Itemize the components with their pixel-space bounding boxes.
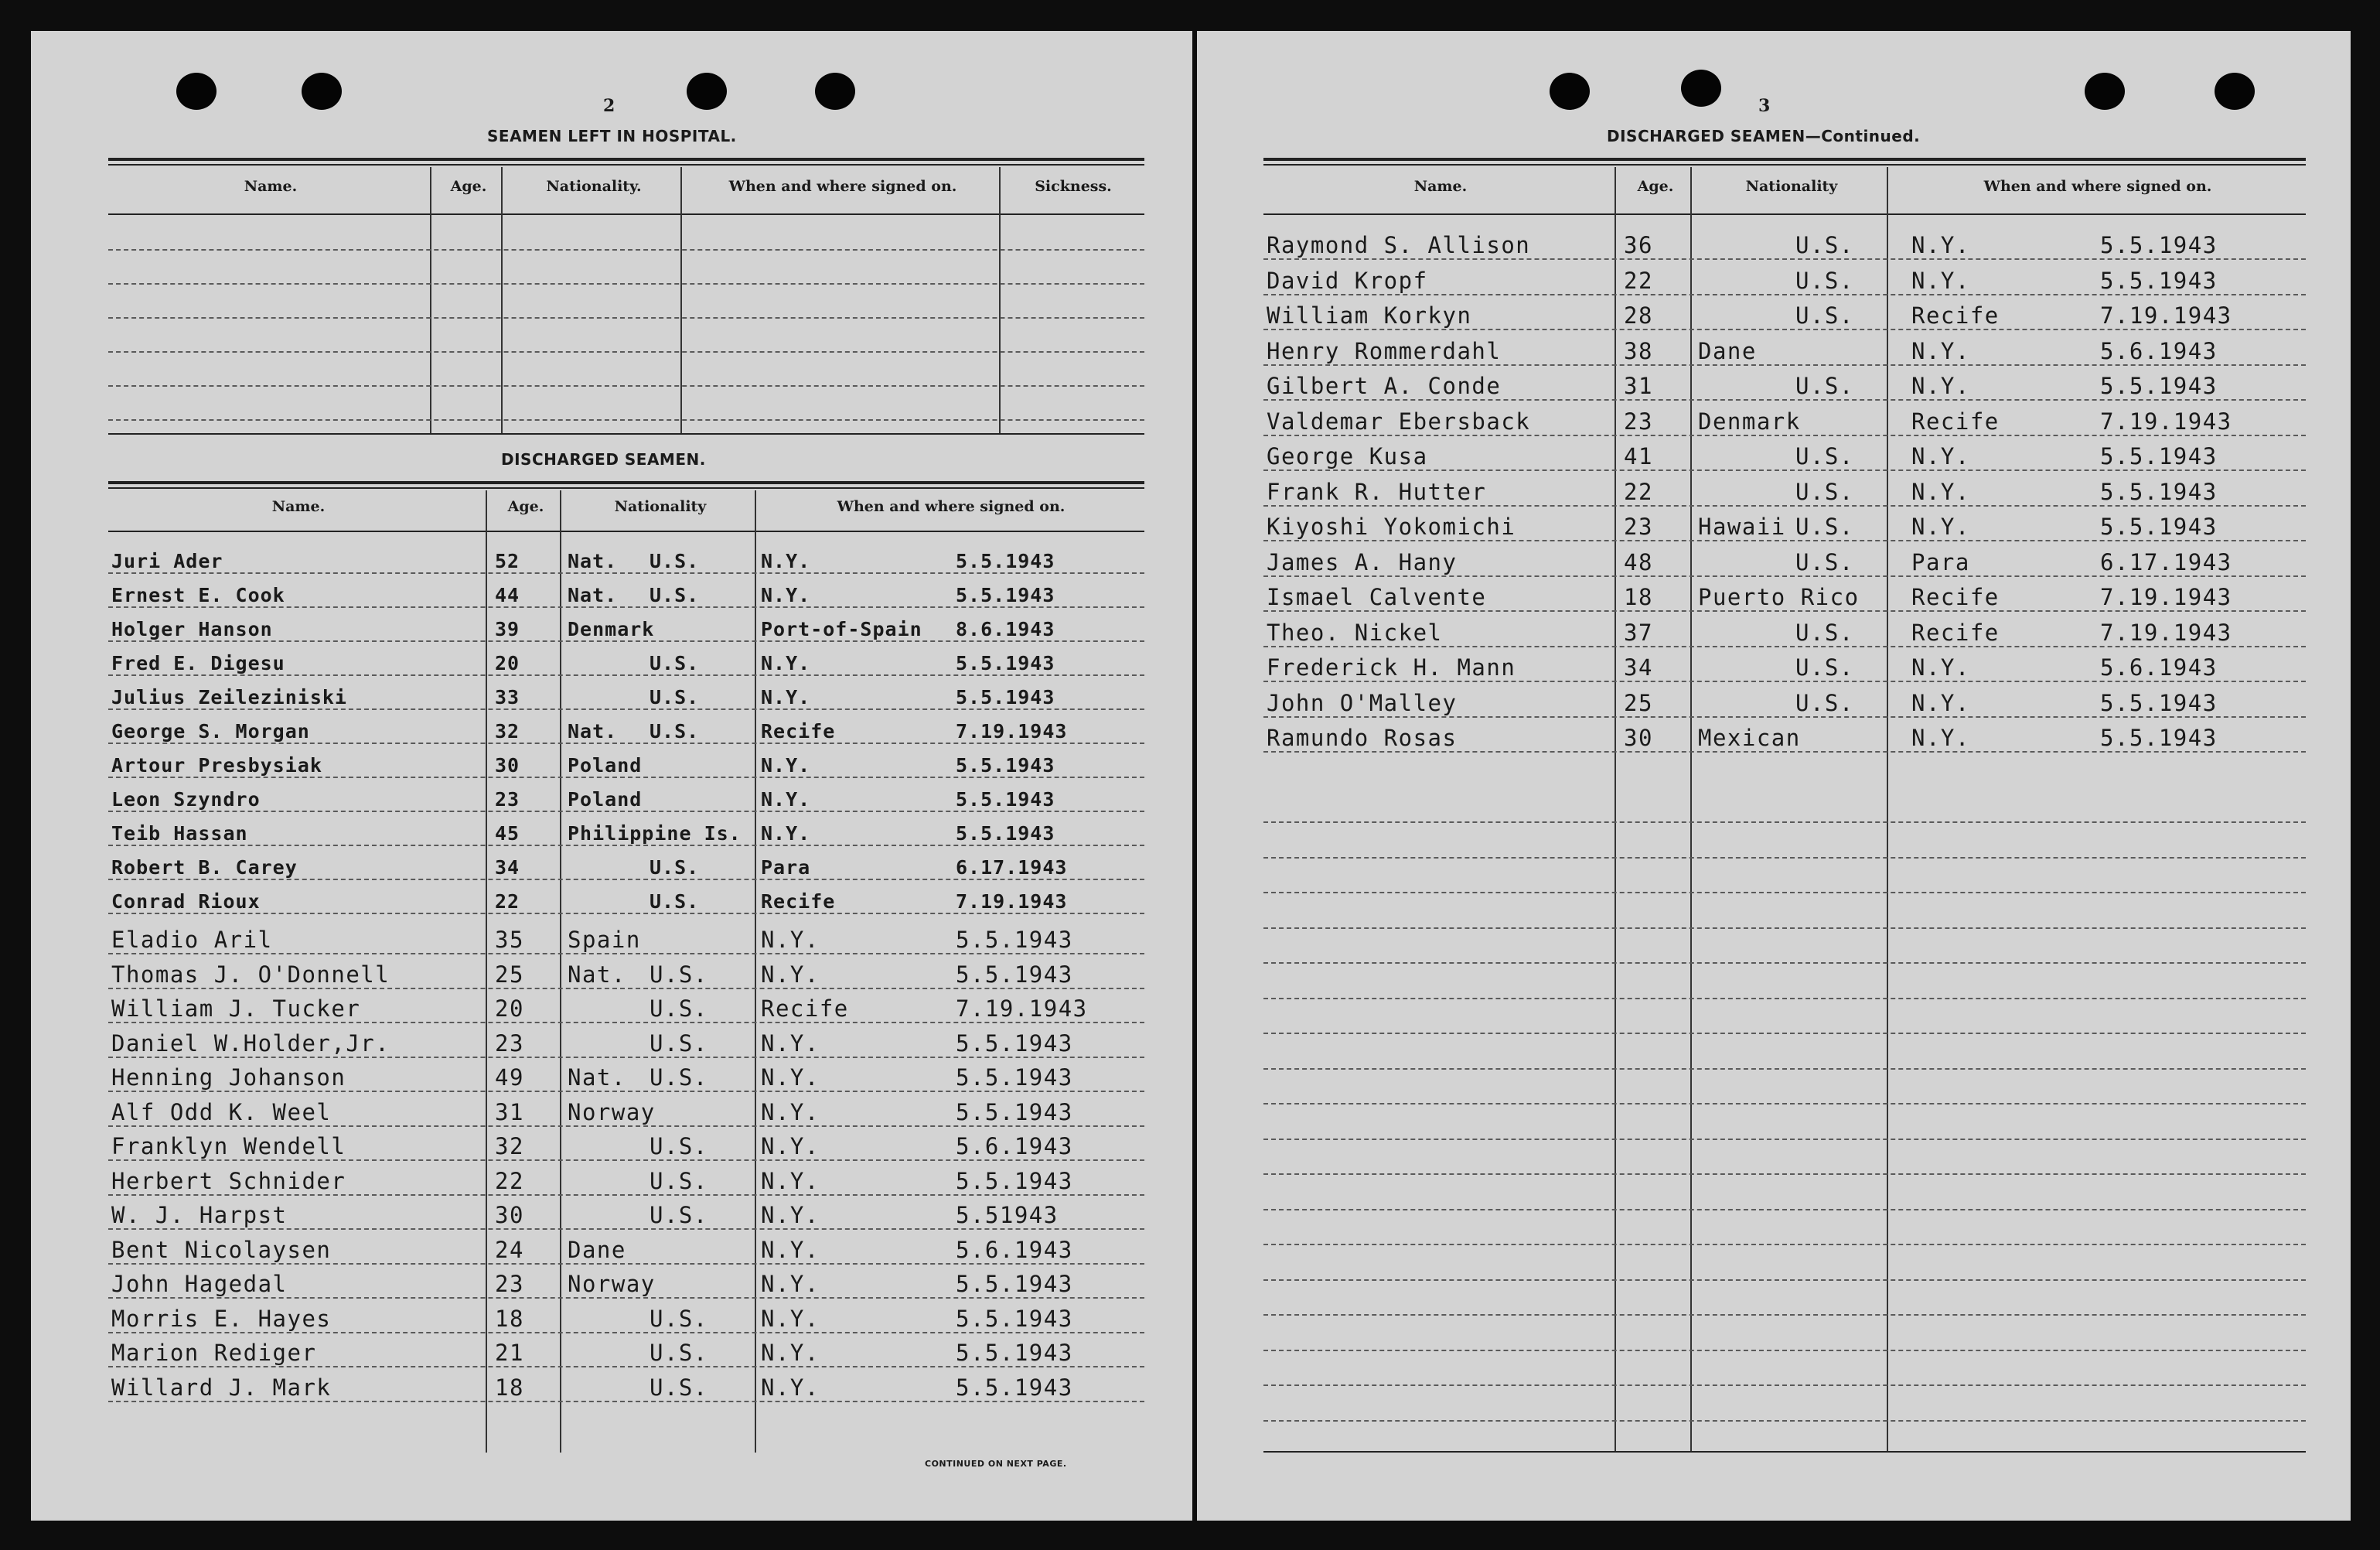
table-row: [1197, 647, 2351, 682]
cell-name: William Korkyn: [1267, 302, 1472, 329]
cell-age: 38: [1624, 337, 1653, 364]
column-header-nationality: Nationality: [614, 498, 707, 515]
cell-name: Juri Ader: [111, 550, 223, 572]
cell-age: 28: [1624, 302, 1653, 329]
cell-age: 25: [495, 961, 524, 988]
table-row: [31, 1298, 1192, 1333]
cell-date: 5.5.1943: [2100, 689, 2218, 716]
cell-date: 5.5.1943: [956, 1305, 1073, 1332]
cell-place: N.Y.: [1911, 443, 1970, 469]
table-row: [31, 879, 1192, 914]
cell-date: 5.5.1943: [956, 1167, 1073, 1194]
cell-age: 32: [495, 720, 520, 743]
cell-name: Frank R. Hutter: [1267, 478, 1487, 505]
cell-age: 35: [495, 927, 524, 953]
table-row: [31, 1229, 1192, 1265]
blank-row: [1263, 1033, 2306, 1034]
table-top-rule: [1263, 158, 2306, 161]
cell-place: N.Y.: [761, 1305, 820, 1332]
table-row: [31, 1367, 1192, 1402]
discharged-continued-title: DISCHARGED SEAMEN—Continued.: [1607, 127, 1921, 145]
cell-place: Para: [761, 856, 811, 879]
cell-nat2: U.S.: [1795, 267, 1854, 294]
cell-date: 6.17.1943: [2100, 548, 2232, 575]
cell-name: Henry Rommerdahl: [1267, 337, 1502, 364]
cell-age: 21: [495, 1340, 524, 1366]
cell-place: N.Y.: [1911, 514, 1970, 540]
table-row: [1197, 435, 2351, 471]
cell-name: Gilbert A. Conde: [1267, 373, 1502, 399]
table-row: [31, 811, 1192, 846]
blank-row: [1263, 892, 2306, 893]
cell-age: 33: [495, 686, 520, 708]
cell-nat2: U.S.: [650, 890, 700, 913]
cell-nat1: Denmark: [1698, 408, 1801, 435]
cell-name: Leon Szyndro: [111, 788, 261, 811]
cell-nat1: Nat.: [568, 584, 618, 606]
table-row: [31, 538, 1192, 574]
table-row: [31, 1023, 1192, 1058]
cell-place: N.Y.: [761, 1340, 820, 1366]
cell-place: N.Y.: [761, 1202, 820, 1228]
column-header-age: Age.: [450, 178, 487, 195]
discharged-section-title: DISCHARGED SEAMEN.: [501, 450, 706, 469]
cell-age: 23: [495, 1029, 524, 1057]
column-header-signed-on: When and where signed on.: [837, 498, 1066, 515]
blank-row: [1263, 1314, 2306, 1316]
table-top-rule: [108, 481, 1144, 484]
cell-name: W. J. Harpst: [111, 1202, 288, 1228]
cell-date: 5.5.1943: [2100, 725, 2218, 751]
column-header-name: Name.: [271, 498, 326, 515]
cell-place: N.Y.: [1911, 654, 1970, 681]
cell-name: Frederick H. Mann: [1267, 654, 1516, 681]
table-row: [31, 1160, 1192, 1196]
table-row: [31, 777, 1192, 812]
cell-date: 5.5.1943: [956, 686, 1055, 708]
cell-name: Willard J. Mark: [111, 1374, 332, 1401]
table-row: [31, 708, 1192, 744]
cell-place: N.Y.: [761, 1133, 820, 1159]
cell-place: Recife: [1911, 619, 2000, 646]
cell-place: N.Y.: [761, 652, 811, 674]
discharged-table: [31, 31, 1192, 1521]
table-row: [1197, 576, 2351, 612]
cell-date: 5.5.1943: [2100, 478, 2218, 505]
column-header-age: Age.: [1637, 178, 1674, 195]
column-header-nationality: Nationality: [1745, 178, 1838, 195]
cell-nat1: Nat.: [568, 720, 618, 743]
left-page: [31, 31, 1192, 1521]
cell-nat2: U.S.: [1795, 443, 1854, 469]
cell-name: Robert B. Carey: [111, 856, 298, 879]
cell-age: 22: [495, 890, 520, 913]
table-row: [1197, 224, 2351, 260]
table-row: [31, 1091, 1192, 1127]
cell-place: N.Y.: [761, 686, 811, 708]
cell-name: Conrad Rioux: [111, 890, 261, 913]
cell-nat1: Nat.: [568, 1064, 626, 1091]
column-header-sickness: Sickness.: [1035, 178, 1112, 195]
cell-place: N.Y.: [761, 584, 811, 606]
cell-nat1: Norway: [568, 1271, 656, 1297]
cell-age: 23: [1624, 408, 1653, 435]
cell-name: George Kusa: [1267, 443, 1428, 469]
cell-name: Ramundo Rosas: [1267, 725, 1458, 751]
cell-name: Valdemar Ebersback: [1267, 408, 1531, 435]
table-row: [1197, 682, 2351, 718]
cell-date: 8.6.1943: [956, 618, 1055, 640]
cell-place: N.Y.: [1911, 337, 1970, 364]
cell-date: 7.19.1943: [956, 720, 1068, 743]
cell-name: Marion Rediger: [111, 1340, 317, 1366]
table-top-rule: [1263, 164, 2306, 166]
cell-place: N.Y.: [761, 822, 811, 845]
blank-row: [1263, 1244, 2306, 1245]
cell-place: Recife: [1911, 584, 2000, 610]
cell-nat2: U.S.: [1795, 654, 1854, 681]
cell-nat2: U.S.: [1795, 619, 1854, 646]
cell-name: Morris E. Hayes: [111, 1305, 332, 1332]
cell-name: John Hagedal: [111, 1271, 288, 1297]
cell-date: 5.5.1943: [956, 788, 1055, 811]
cell-name: David Kropf: [1267, 267, 1428, 294]
cell-nat2: U.S.: [650, 856, 700, 879]
table-row: [31, 845, 1192, 880]
cell-age: 23: [495, 788, 520, 811]
cell-nat1: Nat.: [568, 550, 618, 572]
cell-place: N.Y.: [761, 1029, 820, 1057]
cell-name: Ismael Calvente: [1267, 584, 1487, 610]
cell-nat2: U.S.: [650, 1167, 708, 1194]
table-top-rule: [108, 487, 1144, 489]
cell-date: 5.5.1943: [956, 1271, 1073, 1297]
cell-date: 5.6.1943: [956, 1133, 1073, 1159]
cell-name: Thomas J. O'Donnell: [111, 961, 390, 988]
row-line: [108, 913, 1144, 914]
cell-nat1: Mexican: [1698, 725, 1801, 751]
table-row: [31, 1263, 1192, 1299]
cell-nat2: U.S.: [650, 961, 708, 988]
cell-place: Port-of-Spain: [761, 618, 922, 640]
cell-date: 5.5.1943: [956, 1064, 1073, 1091]
cell-date: 5.5.1943: [956, 822, 1055, 845]
cell-date: 7.19.1943: [2100, 584, 2232, 610]
cell-age: 52: [495, 550, 520, 572]
cell-age: 20: [495, 995, 524, 1022]
cell-age: 32: [495, 1133, 524, 1159]
cell-date: 5.5.1943: [956, 961, 1073, 988]
cell-nat1: Dane: [1698, 337, 1757, 364]
table-row: [31, 606, 1192, 642]
cell-age: 22: [495, 1167, 524, 1194]
column-header-signed-on: When and where signed on.: [728, 178, 957, 195]
cell-date: 7.19.1943: [2100, 408, 2232, 435]
cell-age: 48: [1624, 548, 1653, 575]
continued-note: CONTINUED ON NEXT PAGE.: [925, 1459, 1067, 1469]
cell-nat1: Norway: [568, 1098, 656, 1125]
cell-date: 5.5.1943: [956, 1340, 1073, 1366]
cell-nat1: Nat.: [568, 961, 626, 988]
cell-age: 31: [495, 1098, 524, 1125]
cell-name: Franklyn Wendell: [111, 1133, 346, 1159]
cell-name: William J. Tucker: [111, 995, 361, 1022]
table-row: [1197, 612, 2351, 647]
cell-age: 34: [495, 856, 520, 879]
cell-date: 5.6.1943: [2100, 337, 2218, 364]
blank-row: [1263, 927, 2306, 929]
cell-nat2: U.S.: [650, 1029, 708, 1057]
blank-row: [1263, 1279, 2306, 1281]
header-rule: [1263, 213, 2306, 215]
blank-row: [1263, 1068, 2306, 1070]
blank-row: [1263, 998, 2306, 999]
column-header-signed-on: When and where signed on.: [1983, 178, 2212, 195]
cell-date: 5.5.1943: [956, 584, 1055, 606]
cell-date: 5.5.1943: [2100, 373, 2218, 399]
blank-row: [1263, 962, 2306, 964]
blank-row: [1263, 1384, 2306, 1386]
cell-date: 5.5.1943: [956, 550, 1055, 572]
cell-name: Julius Zeileziniski: [111, 686, 347, 708]
cell-nat2: U.S.: [650, 1340, 708, 1366]
cell-name: Kiyoshi Yokomichi: [1267, 514, 1516, 540]
cell-age: 18: [1624, 584, 1653, 610]
cell-age: 36: [1624, 232, 1653, 258]
table-row: [1197, 330, 2351, 366]
cell-nat2: U.S.: [650, 720, 700, 743]
cell-place: Recife: [761, 890, 836, 913]
cell-age: 25: [1624, 689, 1653, 716]
cell-date: 7.19.1943: [956, 995, 1088, 1022]
cell-name: Teib Hassan: [111, 822, 248, 845]
cell-place: Recife: [1911, 302, 2000, 329]
cell-nat2: U.S.: [650, 1374, 708, 1401]
cell-name: Ernest E. Cook: [111, 584, 285, 606]
cell-age: 45: [495, 822, 520, 845]
cell-age: 30: [495, 754, 520, 777]
page-number: 3: [1758, 96, 1771, 116]
cell-date: 7.19.1943: [2100, 302, 2232, 329]
cell-age: 44: [495, 584, 520, 606]
cell-date: 5.5.1943: [2100, 443, 2218, 469]
cell-name: John O'Malley: [1267, 689, 1458, 716]
cell-place: N.Y.: [761, 1236, 820, 1263]
cell-name: Alf Odd K. Weel: [111, 1098, 332, 1125]
column-header-nationality: Nationality.: [546, 178, 642, 195]
cell-date: 5.6.1943: [956, 1236, 1073, 1263]
column-header-name: Name.: [1413, 178, 1468, 195]
cell-nat2: U.S.: [650, 584, 700, 606]
cell-date: 5.5.1943: [956, 1029, 1073, 1057]
table-row: [1197, 506, 2351, 541]
cell-age: 31: [1624, 373, 1653, 399]
blank-row: [1263, 1139, 2306, 1140]
cell-nat2: U.S.: [1795, 232, 1854, 258]
table-row: [31, 954, 1192, 989]
cell-date: 5.5.1943: [956, 754, 1055, 777]
cell-date: 6.17.1943: [956, 856, 1068, 879]
row-line: [108, 1401, 1144, 1402]
cell-age: 30: [495, 1202, 524, 1228]
cell-date: 7.19.1943: [2100, 619, 2232, 646]
cell-place: N.Y.: [761, 1271, 820, 1297]
cell-date: 7.19.1943: [956, 890, 1068, 913]
cell-name: James A. Hany: [1267, 548, 1458, 575]
cell-age: 18: [495, 1305, 524, 1332]
cell-nat1: Hawaii: [1698, 514, 1786, 540]
blank-row: [1263, 1420, 2306, 1422]
cell-nat1: Poland: [568, 788, 643, 811]
table-row: [31, 1332, 1192, 1367]
cell-name: Bent Nicolaysen: [111, 1236, 332, 1263]
cell-place: N.Y.: [1911, 373, 1970, 399]
cell-date: 5.51943: [956, 1202, 1059, 1228]
table-row: [1197, 717, 2351, 753]
table-row: [31, 1194, 1192, 1230]
table-bottom-rule: [1263, 1451, 2306, 1453]
cell-nat2: U.S.: [650, 1064, 708, 1091]
cell-place: N.Y.: [1911, 232, 1970, 258]
cell-nat1: Denmark: [568, 618, 655, 640]
cell-age: 18: [495, 1374, 524, 1401]
table-row: [31, 1125, 1192, 1161]
blank-row: [1263, 1209, 2306, 1210]
cell-age: 22: [1624, 267, 1653, 294]
column-header-age: Age.: [507, 498, 544, 515]
table-row: [31, 572, 1192, 608]
table-row: [31, 640, 1192, 676]
cell-name: Daniel W.Holder,Jr.: [111, 1029, 390, 1057]
cell-nat2: U.S.: [650, 1305, 708, 1332]
cell-age: 49: [495, 1064, 524, 1091]
cell-date: 5.5.1943: [956, 1374, 1073, 1401]
cell-date: 5.5.1943: [956, 652, 1055, 674]
discharged-continued-table: [1197, 31, 2351, 1521]
table-row: [1197, 295, 2351, 330]
table-row: [1197, 471, 2351, 507]
cell-nat2: U.S.: [650, 995, 708, 1022]
cell-nat2: U.S.: [650, 550, 700, 572]
cell-nat2: U.S.: [650, 1202, 708, 1228]
cell-age: 24: [495, 1236, 524, 1263]
blank-row: [1263, 821, 2306, 823]
blank-row: [1263, 1103, 2306, 1104]
cell-nat1: Puerto Rico: [1698, 584, 1860, 610]
cell-date: 5.5.1943: [956, 1098, 1073, 1125]
cell-date: 5.6.1943: [2100, 654, 2218, 681]
cell-nat2: U.S.: [1795, 302, 1854, 329]
cell-age: 30: [1624, 725, 1653, 751]
cell-date: 5.5.1943: [2100, 267, 2218, 294]
cell-place: Recife: [761, 720, 836, 743]
blank-row: [1263, 1173, 2306, 1175]
row-line: [1263, 751, 2306, 753]
cell-name: Herbert Schnider: [111, 1167, 346, 1194]
cell-nat1: Poland: [568, 754, 643, 777]
column-header-name: Name.: [244, 178, 298, 195]
cell-place: N.Y.: [1911, 725, 1970, 751]
cell-place: N.Y.: [761, 1167, 820, 1194]
table-row: [31, 674, 1192, 710]
cell-nat1: Dane: [568, 1236, 626, 1263]
table-row: [1197, 260, 2351, 295]
hospital-section-title: SEAMEN LEFT IN HOSPITAL.: [487, 127, 737, 145]
cell-place: N.Y.: [1911, 267, 1970, 294]
cell-place: N.Y.: [761, 1064, 820, 1091]
cell-name: Theo. Nickel: [1267, 619, 1443, 646]
cell-name: Holger Hanson: [111, 618, 273, 640]
cell-place: N.Y.: [761, 550, 811, 572]
blank-row: [1263, 1350, 2306, 1351]
cell-nat2: U.S.: [1795, 478, 1854, 505]
cell-nat2: U.S.: [650, 652, 700, 674]
cell-name: Henning Johanson: [111, 1064, 346, 1091]
header-rule: [108, 531, 1144, 532]
cell-age: 41: [1624, 443, 1653, 469]
cell-place: N.Y.: [761, 788, 811, 811]
cell-place: Recife: [761, 995, 849, 1022]
blank-row: [1263, 857, 2306, 859]
table-row: [1197, 401, 2351, 436]
cell-place: N.Y.: [761, 1098, 820, 1125]
cell-name: Raymond S. Allison: [1267, 232, 1531, 258]
table-row: [1197, 365, 2351, 401]
cell-nat2: U.S.: [1795, 373, 1854, 399]
cell-nat1: Spain: [568, 927, 641, 953]
cell-name: Artour Presbysiak: [111, 754, 322, 777]
cell-name: Fred E. Digesu: [111, 652, 285, 674]
cell-age: 34: [1624, 654, 1653, 681]
cell-date: 5.5.1943: [2100, 514, 2218, 540]
cell-nat2: U.S.: [1795, 514, 1854, 540]
cell-nat2: U.S.: [650, 1133, 708, 1159]
cell-date: 5.5.1943: [2100, 232, 2218, 258]
right-page: [1197, 31, 2351, 1521]
page-number: 2: [603, 96, 615, 116]
cell-nat1: Philippine Is.: [568, 822, 742, 845]
cell-nat2: U.S.: [1795, 689, 1854, 716]
cell-name: Eladio Aril: [111, 927, 273, 953]
table-row: [31, 1057, 1192, 1092]
cell-age: 23: [495, 1271, 524, 1297]
cell-age: 37: [1624, 619, 1653, 646]
cell-age: 20: [495, 652, 520, 674]
table-row: [31, 988, 1192, 1023]
cell-age: 22: [1624, 478, 1653, 505]
cell-place: N.Y.: [1911, 689, 1970, 716]
cell-age: 23: [1624, 514, 1653, 540]
cell-place: Para: [1911, 548, 1970, 575]
cell-place: N.Y.: [761, 754, 811, 777]
cell-nat2: U.S.: [650, 686, 700, 708]
cell-place: N.Y.: [1911, 478, 1970, 505]
cell-place: Recife: [1911, 408, 2000, 435]
cell-age: 39: [495, 618, 520, 640]
cell-place: N.Y.: [761, 961, 820, 988]
cell-name: George S. Morgan: [111, 720, 310, 743]
cell-place: N.Y.: [761, 927, 820, 953]
table-row: [31, 743, 1192, 778]
cell-date: 5.5.1943: [956, 927, 1073, 953]
cell-nat2: U.S.: [1795, 548, 1854, 575]
table-row: [31, 919, 1192, 954]
table-row: [1197, 541, 2351, 577]
cell-place: N.Y.: [761, 1374, 820, 1401]
